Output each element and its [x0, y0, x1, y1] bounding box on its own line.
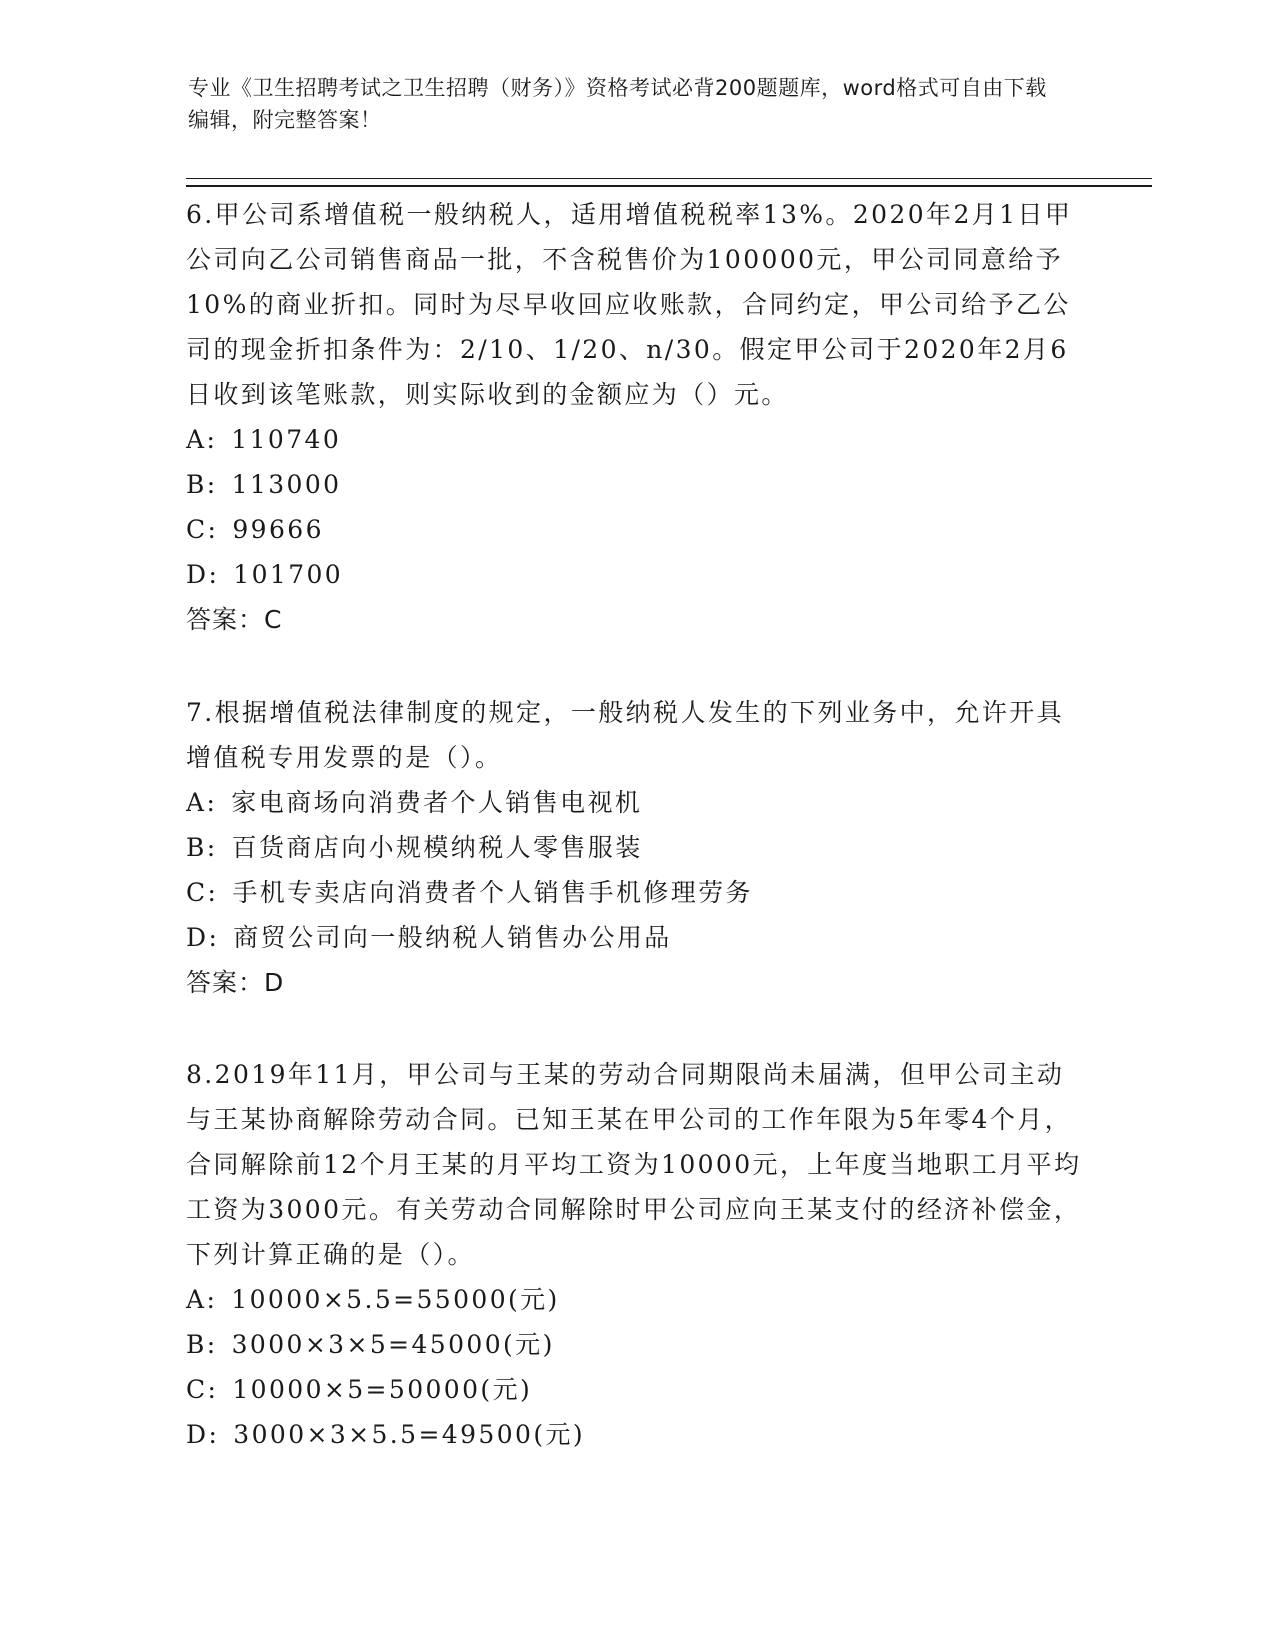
answer-label: 答案：D [186, 968, 285, 997]
option-key: D [186, 1420, 209, 1449]
option-c [186, 507, 1086, 552]
option-d [186, 915, 1086, 960]
question-8 [186, 1052, 1086, 1457]
option-separator: : [206, 1330, 218, 1359]
option-b [186, 1322, 1086, 1367]
option-key: A [186, 1285, 207, 1314]
option-key: B [186, 1330, 207, 1359]
question-text: 7.根据增值税法律制度的规定，一般纳税人发生的下列业务中，允许开具增值税专用发票的是（）。 [186, 698, 1065, 772]
option-key: D [186, 560, 209, 589]
option-text: 百货商店向小规模纳税人零售服装 [231, 833, 643, 862]
option-text: 3000×3×5.5=49500(元) [233, 1420, 586, 1449]
option-separator: : [207, 1375, 219, 1404]
question-6 [186, 192, 1086, 642]
question-text: 6.甲公司系增值税一般纳税人，适用增值税税率13%。2020年2月1日甲公司向乙公司销售商品一批，不含税售价为100000元，甲公司同意给予10%的商业折扣。同时为尽早收回应收账款，合同约定，甲公司给予乙公司的现金折扣条件为：2/10、1/20、n/30。假定甲公司于2020年2月6日收到该笔账款，则实际收到的金额应为（）元。 [186, 200, 1073, 409]
document-header: 专业《卫生招聘考试之卫生招聘（财务）》资格考试必背200题题库，word格式可自由下载编辑，附完整答案！ [188, 76, 1047, 132]
option-text: 110740 [231, 425, 342, 454]
option-d [186, 1412, 1086, 1457]
question-7 [186, 690, 1086, 1005]
option-text: 手机专卖店向消费者个人销售手机修理劳务 [232, 878, 753, 907]
option-a [186, 1277, 1086, 1322]
option-separator: : [206, 1285, 218, 1314]
option-text: 商贸公司向一般纳税人销售办公用品 [233, 923, 672, 952]
option-separator: : [208, 923, 220, 952]
header-divider [186, 178, 1152, 187]
option-separator: : [207, 878, 219, 907]
option-text: 10000×5=50000(元) [232, 1375, 533, 1404]
option-separator: : [208, 1420, 220, 1449]
option-text: 101700 [233, 560, 344, 589]
option-separator: : [206, 788, 218, 817]
option-key: C [186, 1375, 208, 1404]
option-text: 家电商场向消费者个人销售电视机 [231, 788, 643, 817]
option-key: B [186, 470, 207, 499]
option-b [186, 825, 1086, 870]
option-key: D [186, 923, 209, 952]
question-text: 8.2019年11月，甲公司与王某的劳动合同期限尚未届满，但甲公司主动与王某协商解除劳动合同。已知王某在甲公司的工作年限为5年零4个月，合同解除前12个月王某的月平均工资为10000元，上年度当地职工月平均工资为3000元。有关劳动合同解除时甲公司应向王某支付的经济补偿金，下列计算正确的是（）。 [186, 1060, 1082, 1269]
option-key: C [186, 515, 208, 544]
option-key: B [186, 833, 207, 862]
option-a [186, 417, 1086, 462]
option-b [186, 462, 1086, 507]
option-a [186, 780, 1086, 825]
option-separator: : [206, 425, 218, 454]
option-separator: : [206, 470, 218, 499]
option-key: A [186, 788, 207, 817]
option-c [186, 870, 1086, 915]
option-c [186, 1367, 1086, 1412]
option-text: 113000 [231, 470, 342, 499]
option-separator: : [208, 560, 220, 589]
answer-label: 答案：C [186, 605, 283, 634]
option-d [186, 552, 1086, 597]
option-text: 99666 [232, 515, 324, 544]
option-text: 10000×5.5=55000(元) [231, 1285, 560, 1314]
option-key: C [186, 878, 208, 907]
option-separator: : [206, 833, 218, 862]
option-text: 3000×3×5=45000(元) [231, 1330, 555, 1359]
option-separator: : [207, 515, 219, 544]
option-key: A [186, 425, 207, 454]
